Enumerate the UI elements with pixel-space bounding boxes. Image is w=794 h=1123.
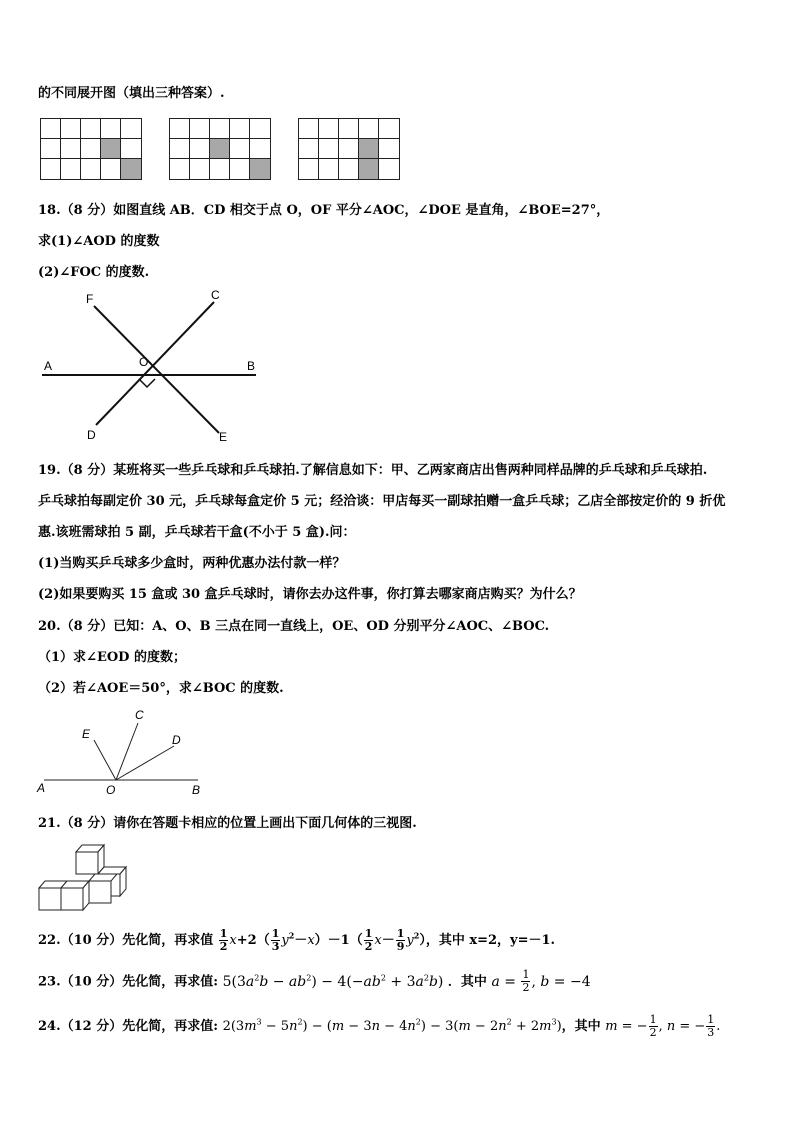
q23-suffix: ．其中: [447, 974, 487, 990]
grid-cell: [41, 159, 61, 179]
label-C: C: [135, 708, 144, 722]
label-F: F: [86, 292, 94, 306]
label-A: A: [44, 359, 53, 373]
grid-cell: [339, 159, 359, 179]
grid-cell: [170, 119, 190, 139]
q18-figure: [36, 286, 266, 446]
grid-cell: [190, 159, 210, 179]
fraction-1-2b: $\frac{1}{2}$: [364, 927, 373, 953]
grid-cell: [250, 119, 270, 139]
label-D: D: [172, 733, 181, 747]
label-E: E: [82, 727, 91, 741]
grid-cell: [319, 159, 339, 179]
label-B: B: [192, 783, 201, 797]
q19-line-2: 乒乓球拍每副定价 30 元，乒乓球每盒定价 5 元；经洽谈：甲店每买一副球拍赠一盒乒乓球；乙店全部按定价的 9 折优: [38, 494, 726, 509]
grid-cell: [61, 139, 81, 159]
q24-suffix: ，其中: [561, 1019, 601, 1034]
grid-cell: [299, 139, 319, 159]
q20-figure: [34, 702, 214, 798]
grid-cell: [81, 139, 101, 159]
q17-tail-text: 的不同展开图（填出三种答案）.: [38, 86, 225, 101]
right-angle-mark: [139, 379, 155, 387]
grid-cell: [379, 139, 399, 159]
q18-line-2: 求(1)∠AOD 的度数: [38, 234, 160, 249]
grid-cell: [101, 159, 121, 179]
grid-cell: [170, 139, 190, 159]
grid-cell: [41, 119, 61, 139]
grid-cell: [61, 119, 81, 139]
ray-OD: [116, 746, 174, 780]
q23-expression: 23.（10 分）先化简，再求值: $5(3a^2b - ab^2) - 4(-ab^2 + 3a^2b)$ ．其中 a = $\frac{1}{2}$ , b = −4: [38, 968, 591, 994]
fraction-1-9: $\frac{1}{9}$: [396, 927, 405, 953]
label-O: O: [139, 355, 149, 369]
q21-line-1: 21.（8 分）请你在答题卡相应的位置上画出下面几何体的三视图.: [38, 816, 417, 831]
q20-line-2: （1）求∠EOD 的度数；: [38, 650, 186, 665]
grid-cell: [170, 159, 190, 179]
label-D: D: [87, 428, 96, 442]
q19-line-1: 19.（8 分）某班将买一些乒乓球和乒乓球拍.了解信息如下：甲、乙两家商店出售两种同样品牌的乒乓球和乒乓球拍.: [38, 463, 708, 478]
q24-prefix: 24.（12 分）先化简，再求值:: [38, 1019, 219, 1034]
fraction-1-2: $\frac{1}{2}$: [219, 927, 228, 953]
grid-cell: [379, 159, 399, 179]
net-grid-1: [40, 118, 142, 180]
net-grid-2: [169, 118, 271, 180]
line-FE: [94, 306, 219, 433]
grid-cell: [339, 119, 359, 139]
fraction-a: $\frac{1}{2}$: [522, 968, 530, 994]
fraction-n: $\frac{1}{3}$: [707, 1013, 715, 1039]
label-E: E: [219, 430, 228, 444]
label-C: C: [211, 288, 220, 302]
label-O: O: [106, 783, 116, 797]
grid-cell-shaded: [250, 159, 270, 179]
net-grid-3: [298, 118, 400, 180]
grid-cell-shaded: [121, 159, 141, 179]
grid-cell-shaded: [359, 159, 379, 179]
grid-cell-shaded: [210, 139, 230, 159]
grid-cell: [230, 159, 250, 179]
grid-cell: [230, 119, 250, 139]
q20-line-3: （2）若∠AOE＝50°，求∠BOC 的度数.: [38, 681, 284, 696]
ray-OC: [116, 723, 138, 780]
grid-cell: [101, 119, 121, 139]
grid-cell: [230, 139, 250, 159]
q22-prefix: 22.（10 分）先化简，再求值: [38, 933, 214, 948]
q23-prefix: 23.（10 分）先化简，再求值:: [38, 974, 219, 990]
q18-line-1: 18.（8 分）如图直线 AB．CD 相交于点 O，OF 平分∠AOC，∠DOE 是直角，∠BOE=27°，: [38, 203, 610, 218]
grid-cell: [61, 159, 81, 179]
grid-cell: [121, 119, 141, 139]
fraction-1-3: $\frac{1}{3}$: [271, 927, 280, 953]
q19-line-5: (2)如果要购买 15 盒或 30 盒乒乓球时，请你去办这件事，你打算去哪家商店购买？为什么？: [38, 587, 582, 602]
q18-line-3: (2)∠FOC 的度数.: [38, 265, 150, 280]
q20-line-1: 20.（8 分）已知：A、O、B 三点在同一直线上，OE、OD 分别平分∠AOC、∠BOC.: [38, 619, 550, 634]
label-A: A: [37, 781, 46, 795]
q22-suffix: ，其中 x=2，y=－1.: [425, 933, 556, 948]
grid-cell: [359, 119, 379, 139]
q22-expression: 22.（10 分）先化简，再求值 $\frac{1}{2}$ x+2（ $\frac{1}{3}$ $y^2-x)-1$（ $\frac{1}{2}$ x－ $\frac{1}{9}$ $y^2$），其中 x=2，y=－1.: [38, 927, 556, 953]
grid-cell: [319, 119, 339, 139]
grid-cell: [379, 119, 399, 139]
label-B: B: [247, 359, 256, 373]
q21-cube-figure: [36, 840, 136, 914]
line-CD: [96, 302, 214, 425]
grid-cell: [339, 139, 359, 159]
grid-cell-shaded: [359, 139, 379, 159]
ray-OE: [94, 740, 116, 780]
grid-cell: [210, 159, 230, 179]
fraction-m: $\frac{1}{2}$: [649, 1013, 657, 1039]
q19-line-3: 惠.该班需球拍 5 副，乒乓球若干盒(不小于 5 盒).问：: [38, 525, 356, 540]
q24-expression: 24.（12 分）先化简，再求值: $2(3m^3 - 5n^2) - (m - 3n - 4n^2) - 3(m - 2n^2 + 2m^3)$，其中 m = − $\frac{1}{2}$ , n = − $\frac{1}{3}$ .: [38, 1013, 721, 1039]
grid-cell: [250, 139, 270, 159]
grid-cell: [81, 159, 101, 179]
grid-cell: [319, 139, 339, 159]
grid-cell: [190, 119, 210, 139]
q19-line-4: (1)当购买乒乓球多少盒时，两种优惠办法付款一样？: [38, 556, 346, 571]
grid-cell: [299, 119, 319, 139]
grid-cell: [190, 139, 210, 159]
grid-cell: [210, 119, 230, 139]
grid-cell: [41, 139, 61, 159]
grid-cell: [121, 139, 141, 159]
grid-cell-shaded: [101, 139, 121, 159]
grid-cell: [299, 159, 319, 179]
grid-cell: [81, 119, 101, 139]
